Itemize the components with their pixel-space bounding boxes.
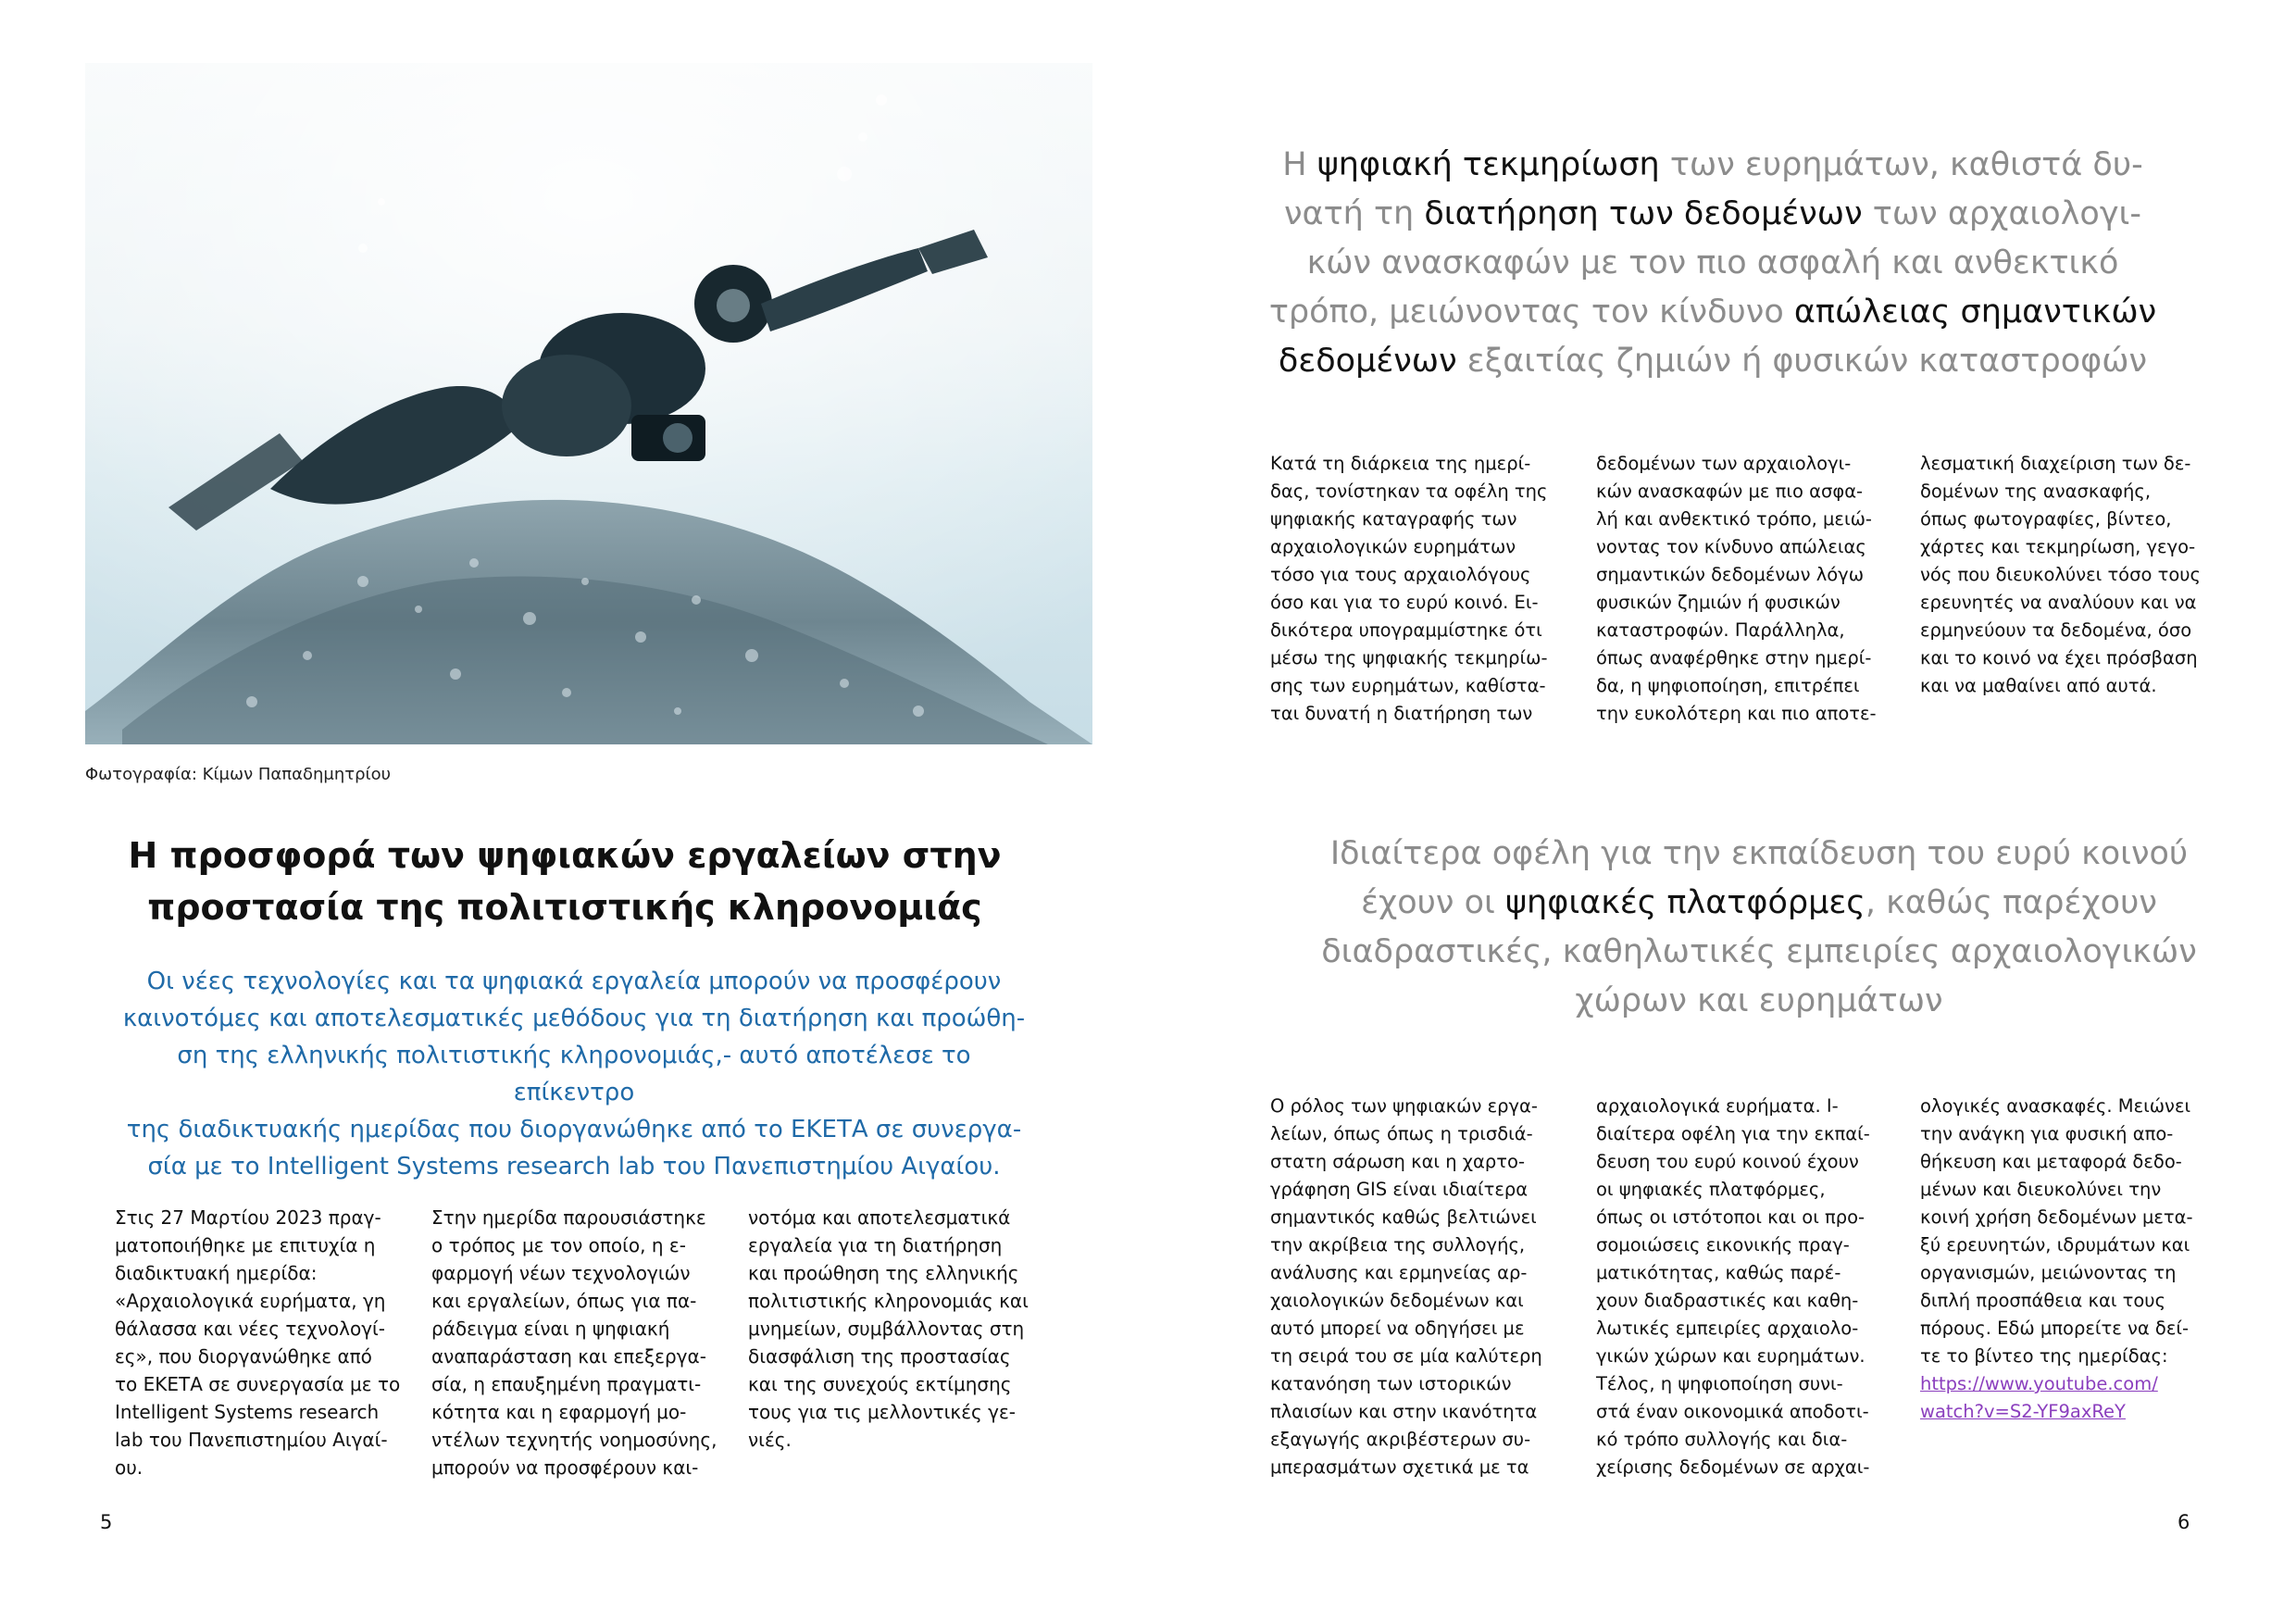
text-line: νοτόμα και αποτελεσματικά [748,1206,1011,1229]
text-line: Τέλος, η ψηφιοποίηση συνι- [1596,1373,1843,1394]
text-line: διασφάλιση της προστασίας [748,1345,1011,1368]
text-line: κοινή χρήση δεδομένων μετα- [1920,1206,2193,1228]
text-line: φαρμογή νέων τεχνολογιών [431,1262,691,1284]
photo-credit: Φωτογραφία: Κίμων Παπαδημητρίου [85,765,392,784]
right-upper-column-2 [1596,450,1906,728]
text-line: κατανόηση των ιστορικών [1270,1373,1512,1394]
right-upper-column-3 [1920,450,2244,700]
text-line: στά έναν οικονομικά αποδοτι- [1596,1401,1869,1422]
text-line: lab του Πανεπιστημίου Αιγαί- [115,1429,388,1451]
text-line: αρχαιολογικά ευρήματα. Ι- [1596,1095,1839,1117]
text-line: λεσματική διαχείριση των δε- [1920,453,2191,474]
pull-quote-1 [1241,141,2185,386]
left-column-1 [115,1204,420,1481]
text-line: όπως φωτογραφίες, βίντεο, [1920,508,2172,530]
text-line: διαίτερα οφέλη για την εκπαί- [1596,1123,1870,1144]
text-line: ες», που διοργανώθηκε από [115,1345,372,1368]
quote-line: νατή τη διατήρηση των δεδομένων των αρχαιολογι- [1283,195,2141,232]
text-line: ο τρόπος με τον οποίο, η ε- [431,1234,686,1256]
text-line: Στις 27 Μαρτίου 2023 πραγ- [115,1206,381,1229]
text-line: σία, η επαυξημένη πραγματι- [431,1373,702,1395]
text-line: χάρτες και τεκμηρίωση, γεγο- [1920,536,2196,557]
left-column-2 [431,1204,737,1481]
text-line: δεδομένων των αρχαιολογι- [1596,453,1852,474]
text-line: και να μαθαίνει από αυτά. [1920,675,2157,696]
link-line[interactable]: watch?v=S2-YF9axReY [1920,1401,2126,1422]
text-line: σημαντικός καθώς βελτιώνει [1270,1206,1537,1228]
text-line: αναπαράσταση και επεξεργα- [431,1345,706,1368]
text-line: ται δυνατή η διατήρηση των [1270,703,1533,724]
right-lower-column-3 [1920,1093,2244,1426]
text-line: στατη σάρωση και η χαρτο- [1270,1151,1525,1172]
page-number-right: 6 [2177,1511,2190,1533]
text-line: ανάλυσης και ερμηνείας αρ- [1270,1262,1528,1283]
text-line: Κατά τη διάρκεια της ημερί- [1270,453,1531,474]
text-line: λείων, όπως όπως η τρισδιά- [1270,1123,1533,1144]
text-line: την ακρίβεια της συλλογής, [1270,1234,1526,1255]
quote-line: χώρων και ευρημάτων [1575,982,1943,1019]
text-line: κό τρόπο συλλογής και δια- [1596,1429,1848,1450]
lead-line: Οι νέες τεχνολογίες και τα ψηφιακά εργαλεία μπορούν να προσφέρουν [146,968,1002,995]
quote-highlight: ψηφιακή τεκμηρίωση [1316,146,1660,183]
text-line: ράδειγμα είναι η ψηφιακή [431,1318,670,1340]
text-line: αυτό μπορεί να οδηγήσει με [1270,1318,1525,1339]
text-line: οι ψηφιακές πλατφόρμες, [1596,1179,1826,1200]
text-line: κών ανασκαφών με πιο ασφα- [1596,481,1864,502]
text-line: όπως οι ιστότοποι και οι προ- [1596,1206,1866,1228]
right-upper-column-1 [1270,450,1580,728]
lead-line: σία με το Intelligent Systems research lab του Πανεπιστημίου Αιγαίου. [147,1153,1001,1181]
text-line: μέσω της ψηφιακής τεκμηρίω- [1270,647,1548,668]
quote-line: Η ψηφιακή τεκμηρίωση των ευρημάτων, καθιστά δυ- [1282,146,2143,183]
quote-highlight: δεδομένων [1278,343,1457,380]
text-line: και προώθηση της ελληνικής [748,1262,1019,1284]
quote-line: τρόπο, μειώνοντας τον κίνδυνο απώλειας σημαντικών [1268,294,2157,331]
text-line: δευση του ευρύ κοινού έχουν [1596,1151,1859,1172]
text-line: ψηφιακής καταγραφής των [1270,508,1517,530]
text-line: τη σειρά του σε μία καλύτερη [1270,1345,1542,1367]
right-lower-column-1 [1270,1093,1580,1481]
link-line[interactable]: https://www.youtube.com/ [1920,1373,2158,1394]
text-line: κότητα και η εφαρμογή μο- [431,1401,687,1423]
text-line: και της συνεχούς εκτίμησης [748,1373,1012,1395]
quote-highlight: ψηφιακές πλατφόρμες [1504,884,1866,921]
left-column-3 [748,1204,1054,1454]
text-line: όπως αναφέρθηκε στην ημερί- [1596,647,1872,668]
text-line: διπλή προσπάθεια και τους [1920,1290,2166,1311]
text-line: χουν διαδραστικές και καθη- [1596,1290,1859,1311]
text-line: μένων και διευκολύνει την [1920,1179,2162,1200]
article-lead [120,963,1028,1185]
headline-line: προστασία της πολιτιστικής κληρονομιάς [147,887,982,928]
text-line: μπορούν να προσφέρουν και- [431,1456,699,1479]
text-line: ερευνητές να αναλύουν και να [1920,592,2197,613]
text-line: «Αρχαιολογικά ευρήματα, γη [115,1290,386,1312]
text-line: το ΕΚΕΤΑ σε συνεργασία με το [115,1373,401,1395]
text-line: δομένων της ανασκαφής, [1920,481,2152,502]
text-line: την ευκολότερη και πιο αποτε- [1596,703,1877,724]
text-line: ολογικές ανασκαφές. Μειώνει [1920,1095,2191,1117]
text-line: Intelligent Systems research [115,1401,380,1423]
text-line: Ο ρόλος των ψηφιακών εργα- [1270,1095,1538,1117]
text-line: διαδικτυακή ημερίδα: [115,1262,318,1284]
quote-line: Ιδιαίτερα οφέλη για την εκπαίδευση του ευρύ κοινού [1329,835,2189,872]
text-line: γικών χώρων και ευρημάτων. [1596,1345,1866,1367]
text-line: πολιτιστικής κληρονομιάς και [748,1290,1029,1312]
text-line: λή και ανθεκτικό τρόπο, μειώ- [1596,508,1872,530]
text-line: χαιολογικών δεδομένων και [1270,1290,1524,1311]
text-line: τε το βίντεο της ημερίδας: [1920,1345,2168,1367]
text-line: και το κοινό να έχει πρόσβαση [1920,647,2198,668]
quote-line: κών ανασκαφών με τον πιο ασφαλή και ανθεκτικό [1306,244,2119,281]
text-line: λωτικές εμπειρίες αρχαιολο- [1596,1318,1859,1339]
text-line: την ανάγκη για φυσική απο- [1920,1123,2174,1144]
text-line: τόσο για τους αρχαιολόγους [1270,564,1531,585]
photo-illustration [85,63,1092,744]
text-line: αρχαιολογικών ευρημάτων [1270,536,1516,557]
page-number-left: 5 [100,1511,113,1533]
text-line: ερμηνεύουν τα δεδομένα, όσο [1920,619,2192,641]
text-line: μπερασμάτων σχετικά με τα [1270,1456,1529,1478]
quote-line: δεδομένων εξαιτίας ζημιών ή φυσικών καταστροφών [1278,343,2148,380]
text-line: ου. [115,1456,144,1479]
lead-line: ση της ελληνικής πολιτιστικής κληρονομιάς,- αυτό αποτέλεσε το επίκεντρο [177,1042,971,1106]
text-line: ντέλων τεχνητής νοημοσύνης, [431,1429,718,1451]
text-line: τους για τις μελλοντικές γε- [748,1401,1016,1423]
text-line: σημαντικών δεδομένων λόγω [1596,564,1865,585]
text-line: πλαισίων και στην ικανότητα [1270,1401,1538,1422]
pull-quote-2 [1287,830,2231,1026]
lead-line: της διαδικτυακής ημερίδας που διοργανώθηκε από το ΕΚΕΤΑ σε συνεργα- [126,1116,1022,1143]
text-line: ματικότητας, καθώς παρέ- [1596,1262,1841,1283]
headline-line: Η προσφορά των ψηφιακών εργαλείων στην [128,835,1002,876]
text-line: ξύ ερευνητών, ιδρυμάτων και [1920,1234,2190,1255]
text-line: χείρισης δεδομένων σε αρχαι- [1596,1456,1870,1478]
text-line: πόρους. Εδώ μπορείτε να δεί- [1920,1318,2190,1339]
video-link[interactable] [1920,1370,2244,1426]
text-line: νοντας τον κίνδυνο απώλειας [1596,536,1866,557]
text-line: όσο και για το ευρύ κοινό. Ει- [1270,592,1539,613]
text-line: νός που διευκολύνει τόσο τους [1920,564,2202,585]
text-line: ματοποιήθηκε με επιτυχία η [115,1234,376,1256]
text-line: δας, τονίστηκαν τα οφέλη της [1270,481,1548,502]
text-line: οργανισμών, μειώνοντας τη [1920,1262,2177,1283]
text-line: γράφηση GIS είναι ιδιαίτερα [1270,1179,1529,1200]
text-line: καταστροφών. Παράλληλα, [1596,619,1845,641]
right-lower-column-2 [1596,1093,1906,1481]
text-line: σομοιώσεις εικονικής πραγ- [1596,1234,1850,1255]
text-line: Στην ημερίδα παρουσιάστηκε [431,1206,706,1229]
text-line: σης των ευρημάτων, καθίστα- [1270,675,1546,696]
text-line: δα, η ψηφιοποίηση, επιτρέπει [1596,675,1860,696]
text-line: δικότερα υπογραμμίστηκε ότι [1270,619,1542,641]
text-line: θάλασσα και νέες τεχνολογί- [115,1318,386,1340]
text-line: φυσικών ζημιών ή φυσικών [1596,592,1841,613]
quote-line: διαδραστικές, καθηλωτικές εμπειρίες αρχαιολογικών [1321,933,2197,970]
underwater-divers-photo [85,63,1092,744]
lead-line: καινοτόμες και αποτελεσματικές μεθόδους για τη διατήρηση και προώθη- [122,1005,1026,1032]
text-line: θήκευση και μεταφορά δεδο- [1920,1151,2182,1172]
text-line: εξαγωγής ακριβέστερων συ- [1270,1429,1531,1450]
quote-highlight: απώλειας σημαντικών [1793,294,2157,331]
text-line: και εργαλείων, όπως για πα- [431,1290,697,1312]
article-headline [102,830,1028,933]
text-line: νιές. [748,1429,792,1451]
text-line: εργαλεία για τη διατήρηση [748,1234,1003,1256]
quote-line: έχουν οι ψηφιακές πλατφόρμες, καθώς παρέχουν [1361,884,2157,921]
text-line: μνημείων, συμβάλλοντας στη [748,1318,1025,1340]
quote-highlight: διατήρηση των δεδομένων [1424,195,1863,232]
